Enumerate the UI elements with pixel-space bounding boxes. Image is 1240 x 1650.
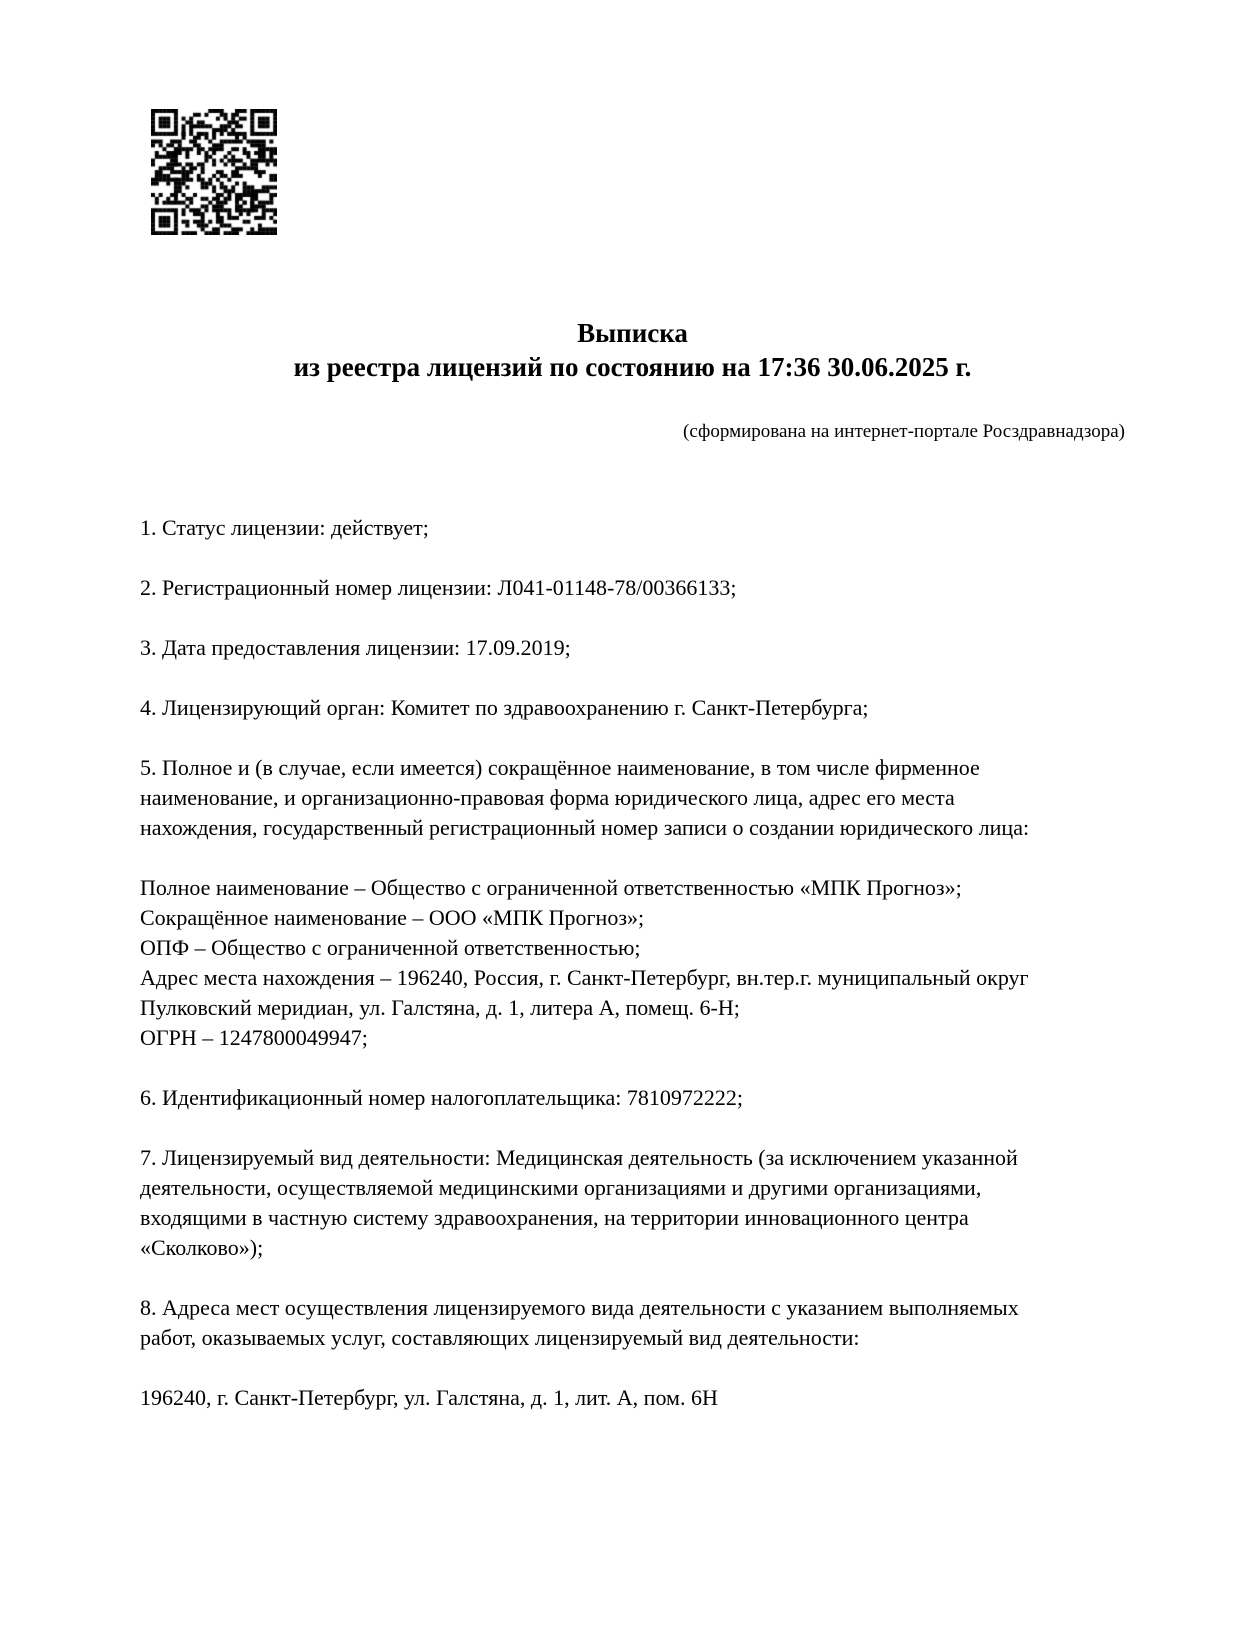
text-line: Пулковский меридиан, ул. Галстяна, д. 1, литера А, помещ. 6-Н; [140,995,740,1020]
title-line-1: Выписка [577,318,688,348]
text-line: 3. Дата предоставления лицензии: 17.09.2019; [140,635,571,660]
title-line-2: из реестра лицензий по состоянию на 17:36 30.06.2025 г. [293,352,972,382]
text-line: деятельности, осуществляемой медицинскими организациями и другими организациями, [140,1175,982,1200]
text-line: 8. Адреса мест осуществления лицензируемого вида деятельности с указанием выполняемых [140,1295,1019,1320]
paragraph [140,513,1130,543]
text-line: 6. Идентификационный номер налогоплательщика: 7810972222; [140,1085,743,1110]
text-line: ОГРН – 1247800049947; [140,1025,368,1050]
paragraph [140,1083,1130,1113]
paragraph [140,873,1130,1053]
paragraph [140,693,1130,723]
paragraph [140,573,1130,603]
text-line: входящими в частную систему здравоохранения, на территории инновационного центра [140,1205,969,1230]
text-line: ОПФ – Общество с ограниченной ответственностью; [140,935,641,960]
paragraph [140,633,1130,663]
paragraph [140,1143,1130,1263]
text-line: 1. Статус лицензии: действует; [140,515,429,540]
qr-code [151,109,277,235]
text-line: Полное наименование – Общество с ограниченной ответственностью «МПК Прогноз»; [140,875,962,900]
text-line: 5. Полное и (в случае, если имеется) сокращённое наименование, в том числе фирменное [140,755,980,780]
text-line: 2. Регистрационный номер лицензии: Л041-01148-78/00366133; [140,575,737,600]
document-subtitle: (сформирована на интернет-портале Росздравнадзора) [683,421,1125,442]
text-line: 4. Лицензирующий орган: Комитет по здравоохранению г. Санкт-Петербурга; [140,695,869,720]
text-line: Сокращённое наименование – ООО «МПК Прогноз»; [140,905,645,930]
paragraph [140,1383,1130,1413]
paragraph [140,1293,1130,1353]
text-line: нахождения, государственный регистрационный номер записи о создании юридического лица: [140,815,1030,840]
text-line: 7. Лицензируемый вид деятельности: Медицинская деятельность (за исключением указанной [140,1145,1018,1170]
paragraph [140,753,1130,843]
text-line: Адрес места нахождения – 196240, Россия, г. Санкт-Петербург, вн.тер.г. муниципальный округ [140,965,1029,990]
text-line: наименование, и организационно-правовая форма юридического лица, адрес его места [140,785,955,810]
text-line: работ, оказываемых услуг, составляющих лицензируемый вид деятельности: [140,1325,860,1350]
text-line: 196240, г. Санкт-Петербург, ул. Галстяна, д. 1, лит. А, пом. 6Н [140,1385,718,1410]
document-body [140,513,1130,1413]
document-title [140,316,1125,384]
text-line: «Сколково»); [140,1235,264,1260]
